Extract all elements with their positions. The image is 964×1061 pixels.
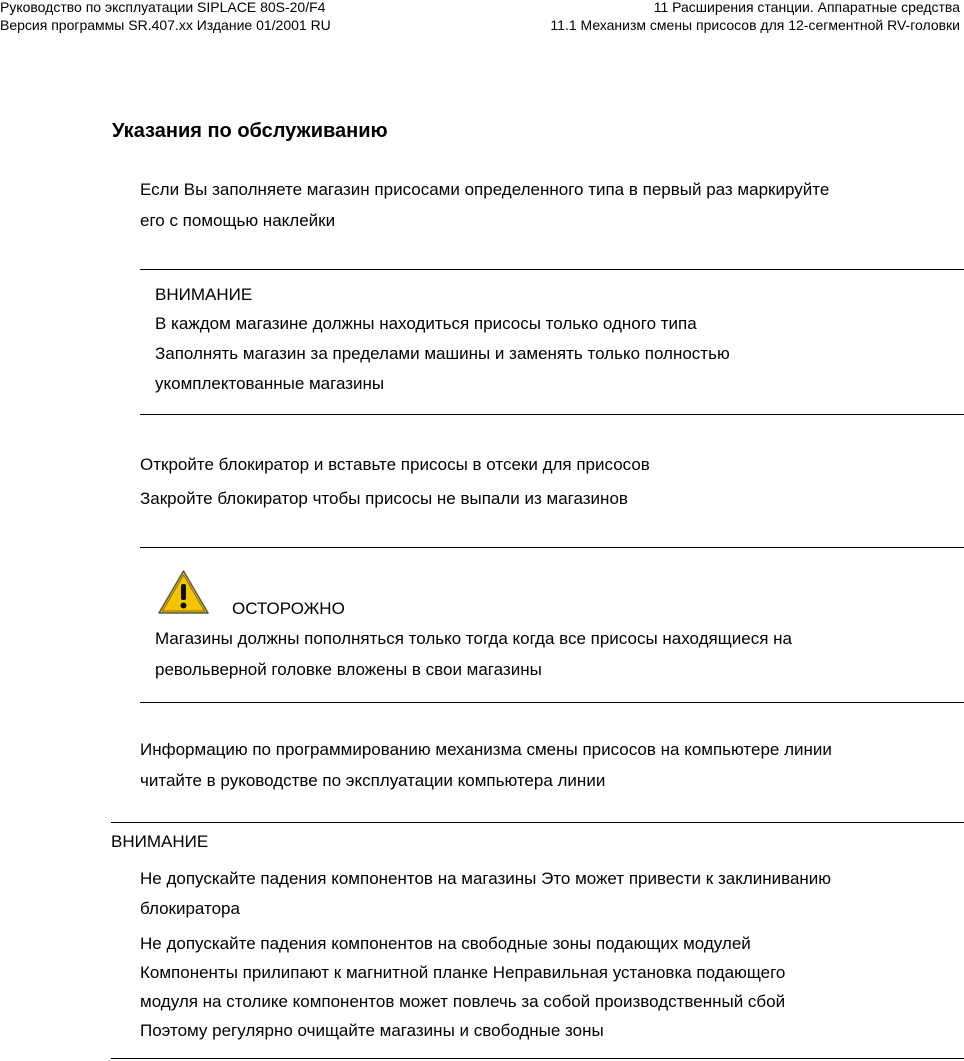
attention-line-2: Заполнять магазин за пределами машины и заменять только полностью [155, 344, 730, 363]
attention2-line-2: блокиратора [140, 899, 240, 918]
attention2-line-6: Поэтому регулярно очищайте магазины и свободные зоны [140, 1021, 604, 1040]
info-line-2: читайте в руководстве по эксплуатации компьютера линии [140, 771, 606, 790]
intro-line-2: его с помощью наклейки [140, 211, 336, 230]
step-line-1: Откройте блокиратор и вставьте присосы в отсеки для присосов [140, 455, 650, 474]
warning-icon [157, 569, 210, 615]
caution-line-2: револьверной головке вложены в свои магазины [155, 660, 542, 679]
divider [140, 547, 964, 548]
header-version: Версия программы SR.407.xx Издание 01/2001 RU [0, 17, 331, 33]
attention2-line-4: Компоненты прилипают к магнитной планке Неправильная установка подающего [140, 963, 786, 982]
divider [111, 1058, 964, 1059]
attention-line-1: В каждом магазине должны находиться присосы только одного типа [155, 314, 697, 333]
caution-line-1: Магазины должны пополняться только тогда когда все присосы находящиеся на [155, 629, 792, 648]
step-line-2: Закройте блокиратор чтобы присосы не выпали из магазинов [140, 489, 628, 508]
section-title: Указания по обслуживанию [112, 120, 388, 142]
attention2-line-3: Не допускайте падения компонентов на свободные зоны подающих модулей [140, 934, 751, 953]
header-chapter: 11 Расширения станции. Аппаратные средства [653, 0, 960, 15]
attention-heading: ВНИМАНИЕ [155, 285, 253, 304]
attention2-line-1: Не допускайте падения компонентов на магазины Это может привести к заклиниванию [140, 869, 832, 888]
divider [111, 822, 964, 823]
header-manual-title: Руководство по эксплуатации SIPLACE 80S-20/F4 [0, 0, 326, 15]
caution-heading: ОСТОРОЖНО [232, 599, 345, 618]
attention2-heading: ВНИМАНИЕ [111, 832, 209, 851]
intro-line-1: Если Вы заполняете магазин присосами определенного типа в первый раз маркируйте [140, 180, 830, 199]
header-section: 11.1 Механизм смены присосов для 12-сегментной RV-головки [550, 17, 960, 33]
attention-line-3: укомплектованные магазины [155, 374, 385, 393]
attention2-line-5: модуля на столике компонентов может повлечь за собой производственный сбой [140, 992, 786, 1011]
info-line-1: Информацию по программированию механизма смены присосов на компьютере линии [140, 740, 832, 759]
divider [140, 702, 964, 703]
divider [140, 414, 964, 415]
divider [140, 269, 964, 270]
